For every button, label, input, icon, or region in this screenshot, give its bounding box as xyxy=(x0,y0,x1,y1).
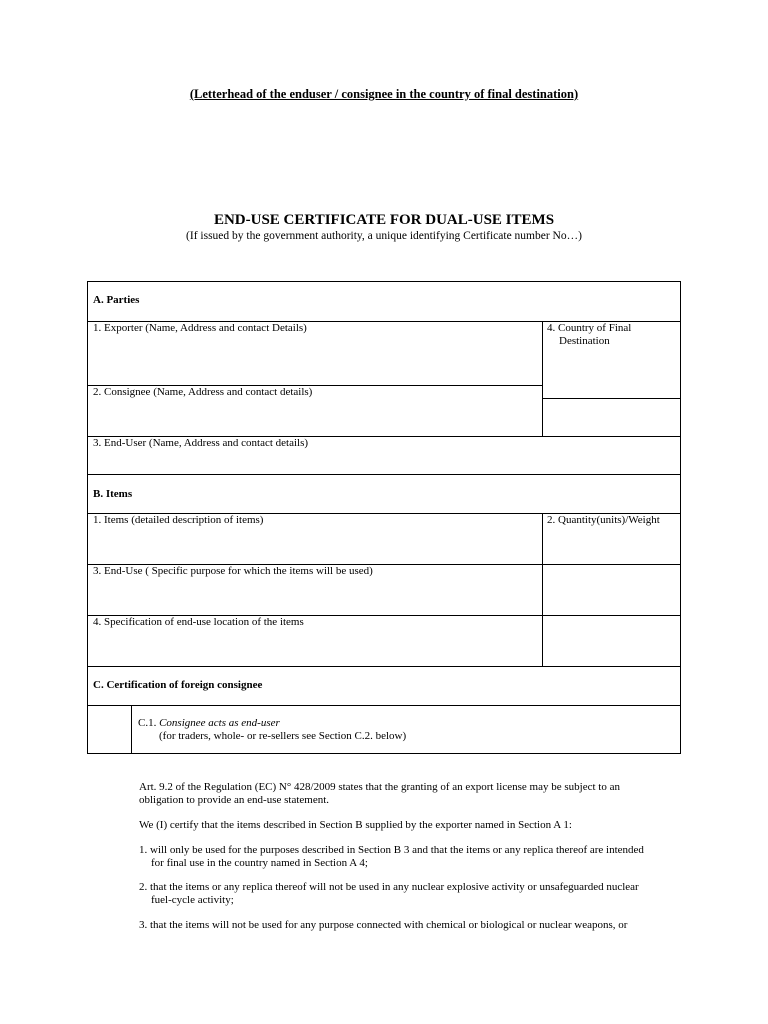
certificate-form-table xyxy=(87,281,681,754)
divider-items xyxy=(542,513,543,666)
rule-country-box xyxy=(542,398,680,399)
condition-1-line-2: for final use in the country named in Section A 4; xyxy=(151,857,368,869)
end-use-label: 3. End-Use ( Specific purpose for which the items will be used) xyxy=(93,565,373,577)
items-label: 1. Items (detailed description of items) xyxy=(93,514,264,526)
section-a-heading: A. Parties xyxy=(93,294,140,306)
section-c-heading: C. Certification of foreign consignee xyxy=(93,679,263,691)
rule-after-section-c xyxy=(88,705,680,706)
letterhead-note: (Letterhead of the enduser / consignee in the country of final destination) xyxy=(189,87,579,101)
article-line-1: Art. 9.2 of the Regulation (EC) N° 428/2009 states that the granting of an export license may be subject to an xyxy=(139,781,620,793)
end-user-label: 3. End-User (Name, Address and contact details) xyxy=(93,437,309,449)
c1-note: (for traders, whole- or re-sellers see Section C.2. below) xyxy=(159,730,407,742)
condition-item-2 xyxy=(139,881,673,907)
quantity-label: 2. Quantity(units)/Weight xyxy=(547,514,660,526)
condition-2-line-1: 2. that the items or any replica thereof will not be used in any nuclear explosive activity or unsafeguarded nuclear xyxy=(139,881,639,893)
c1-label: Consignee acts as end-user xyxy=(159,717,280,729)
c1-consignee-end-user xyxy=(138,717,406,743)
section-b-heading: B. Items xyxy=(93,488,133,500)
condition-2-line-2: fuel-cycle activity; xyxy=(151,894,234,906)
rule-after-location xyxy=(88,666,680,667)
document-subtitle: (If issued by the government authority, a unique identifying Certificate number No…) xyxy=(186,230,582,242)
location-label: 4. Specification of end-use location of the items xyxy=(93,616,304,628)
rule-after-end-user xyxy=(88,474,680,475)
certify-statement: We (I) certify that the items described in Section B supplied by the exporter named in Section A 1: xyxy=(139,819,572,831)
divider-parties xyxy=(542,321,543,436)
c1-prefix: C.1. xyxy=(138,717,157,729)
country-of-destination-label xyxy=(547,322,631,348)
article-paragraph xyxy=(139,781,673,807)
consignee-label: 2. Consignee (Name, Address and contact details) xyxy=(93,386,313,398)
article-line-2: obligation to provide an end-use statement. xyxy=(139,794,330,806)
condition-item-3: 3. that the items will not be used for any purpose connected with chemical or biological or nuclear weapons, or xyxy=(139,919,628,931)
exporter-label: 1. Exporter (Name, Address and contact Details) xyxy=(93,322,307,334)
country-label-line1: 4. Country of Final xyxy=(547,322,632,334)
condition-item-1 xyxy=(139,844,673,870)
country-label-line2: Destination xyxy=(559,335,610,347)
condition-1-line-1: 1. will only be used for the purposes described in Section B 3 and that the items or any replica thereof are intended xyxy=(139,844,644,856)
document-title: END-USE CERTIFICATE FOR DUAL-USE ITEMS xyxy=(213,212,555,228)
divider-c1-checkbox xyxy=(131,705,132,753)
